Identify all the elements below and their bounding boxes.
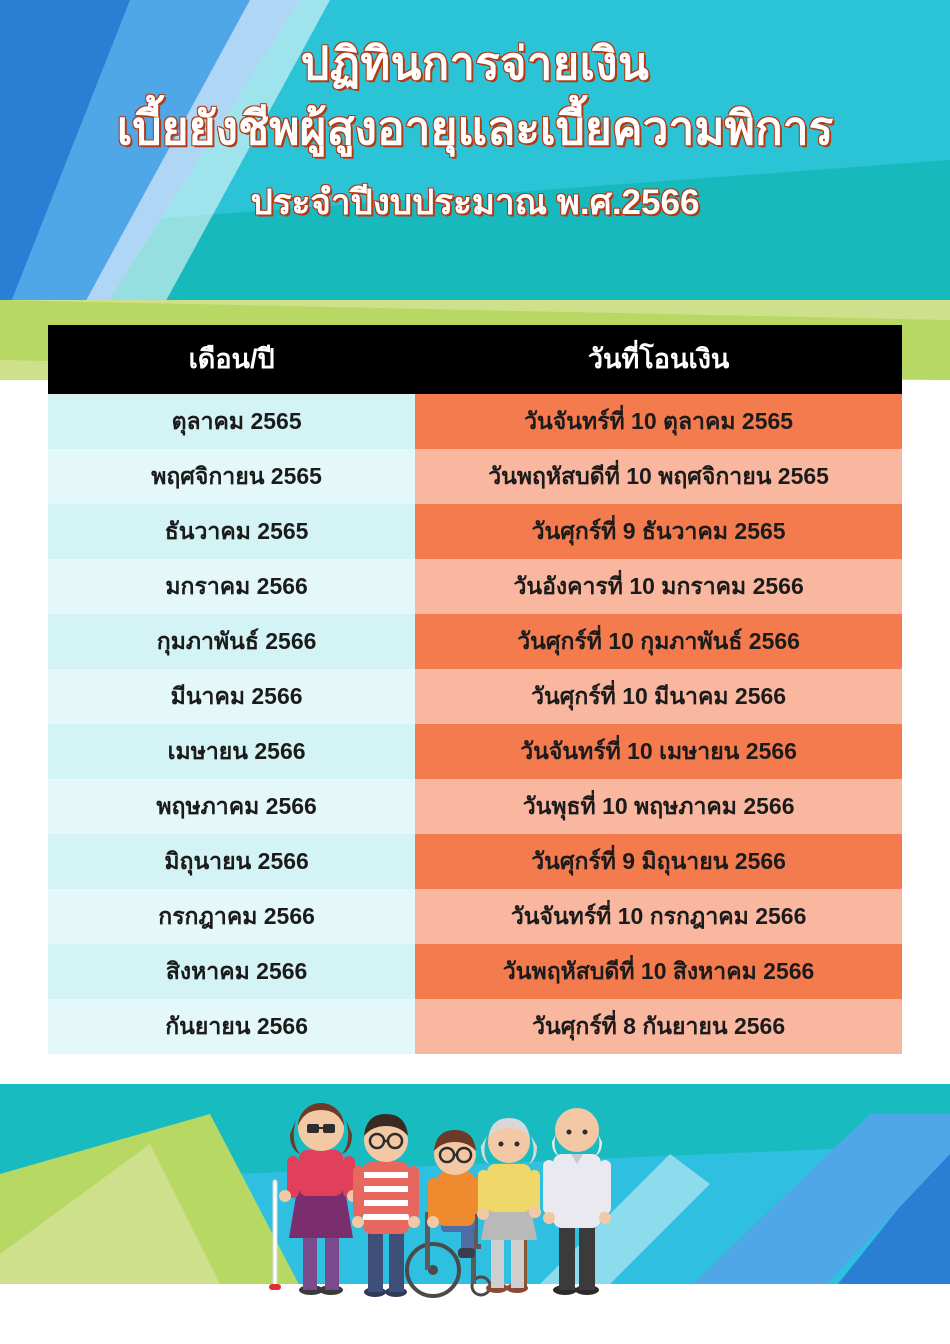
table-row — [48, 504, 902, 559]
table-row — [48, 559, 902, 614]
cell-month: มีนาคม 2566 — [48, 669, 415, 724]
table-row — [48, 944, 902, 999]
cell-date: วันจันทร์ที่ 10 เมษายน 2566 — [415, 724, 902, 779]
table-row — [48, 779, 902, 834]
people-illustration — [265, 1062, 665, 1302]
table-header-row — [48, 325, 902, 394]
cell-date: วันจันทร์ที่ 10 ตุลาคม 2565 — [415, 394, 902, 449]
column-header-month: เดือน/ปี — [48, 325, 415, 394]
cell-month: พฤศจิกายน 2565 — [48, 449, 415, 504]
cell-date: วันศุกร์ที่ 9 มิถุนายน 2566 — [415, 834, 902, 889]
cell-month: มกราคม 2566 — [48, 559, 415, 614]
page-subtitle: ประจำปีงบประมาณ พ.ศ.2566 — [250, 183, 700, 223]
cell-date: วันพฤหัสบดีที่ 10 สิงหาคม 2566 — [415, 944, 902, 999]
table-row — [48, 669, 902, 724]
table-body — [48, 394, 902, 1054]
woman-with-white-cane-figure — [269, 1103, 359, 1295]
cell-date: วันศุกร์ที่ 9 ธันวาคม 2565 — [415, 504, 902, 559]
page-title-line1: ปฏิทินการจ่ายเงิน — [300, 38, 650, 89]
cell-month: เมษายน 2566 — [48, 724, 415, 779]
table-row — [48, 834, 902, 889]
cell-date: วันอังคารที่ 10 มกราคม 2566 — [415, 559, 902, 614]
table-row — [48, 889, 902, 944]
cell-date: วันศุกร์ที่ 10 กุมภาพันธ์ 2566 — [415, 614, 902, 669]
cell-month: กรกฎาคม 2566 — [48, 889, 415, 944]
poster-header — [0, 34, 950, 230]
cell-date: วันพุธที่ 10 พฤษภาคม 2566 — [415, 779, 902, 834]
cell-date: วันศุกร์ที่ 10 มีนาคม 2566 — [415, 669, 902, 724]
man-with-glasses-figure — [352, 1114, 420, 1297]
table-row — [48, 724, 902, 779]
elderly-bald-man-figure — [543, 1108, 611, 1295]
cell-date: วันศุกร์ที่ 8 กันยายน 2566 — [415, 999, 902, 1054]
elderly-woman-with-cane-figure — [477, 1118, 541, 1293]
cell-date: วันจันทร์ที่ 10 กรกฎาคม 2566 — [415, 889, 902, 944]
table-row — [48, 449, 902, 504]
table-row — [48, 394, 902, 449]
cell-month: ตุลาคม 2565 — [48, 394, 415, 449]
page-title-line2: เบี้ยยังชีพผู้สูงอายุและเบี้ยความพิการ — [116, 101, 834, 154]
cell-month: กันยายน 2566 — [48, 999, 415, 1054]
cell-month: สิงหาคม 2566 — [48, 944, 415, 999]
cell-month: พฤษภาคม 2566 — [48, 779, 415, 834]
payment-calendar-table — [48, 325, 902, 1054]
cell-date: วันพฤหัสบดีที่ 10 พฤศจิกายน 2565 — [415, 449, 902, 504]
column-header-date: วันที่โอนเงิน — [415, 325, 902, 394]
cell-month: มิถุนายน 2566 — [48, 834, 415, 889]
table-row — [48, 999, 902, 1054]
table-row — [48, 614, 902, 669]
cell-month: ธันวาคม 2565 — [48, 504, 415, 559]
cell-month: กุมภาพันธ์ 2566 — [48, 614, 415, 669]
